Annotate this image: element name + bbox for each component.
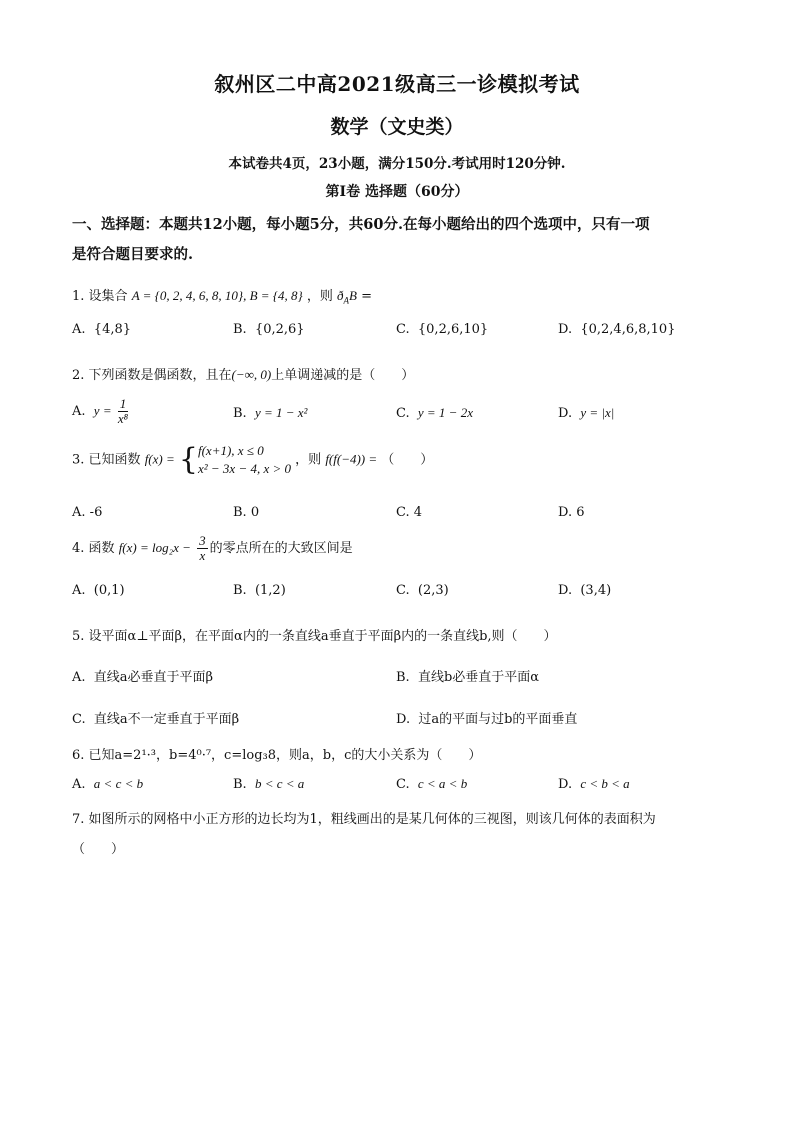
q1-option-c[interactable]: C. {0,2,6,10} [396,322,489,337]
question-3 [72,442,433,478]
question-4 [72,534,353,563]
exam-info: 本试卷共4页，23小题，满分150分.考试用时120分钟. [228,156,566,172]
question-4-suffix: 的零点所在的大致区间是 [209,541,353,556]
question-4-expr: f(x) = log₂x − [118,540,191,555]
complement-set: B [348,288,357,303]
question-3-suffix: （ ） [381,452,434,468]
question-3-fx: f(x) = [144,451,175,467]
question-1-equals: = [356,289,372,304]
q5-option-a[interactable]: A. 直线a必垂直于平面β [72,670,214,685]
q5-option-d[interactable]: D. 过a的平面与过b的平面垂直 [396,712,578,727]
question-3-mid: ，则 [295,452,322,468]
q3-option-b[interactable]: B. 0 [233,505,260,520]
q4-fraction: $\frac{3}{x}$ [199,533,206,563]
question-5: 5. 设平面α⊥平面β，在平面α内的一条直线a垂直于平面β内的一条直线b,则（ ） [72,629,557,644]
q3-option-c[interactable]: C. 4 [396,505,423,520]
question-2-prefix: 2. 下列函数是偶函数，且在 [72,368,232,383]
question-3-prefix: 3. 已知函数 [72,452,141,468]
question-1 [72,285,372,306]
question-3-expr: f(f(−4)) = [325,451,378,467]
q4-option-c[interactable]: C. (2,3) [396,583,449,598]
q6-option-d[interactable]: D. c < b < a [558,776,630,792]
question-2-suffix: 上单调递减的是（ ） [271,368,415,383]
q4-option-a[interactable]: A. (0,1) [72,583,125,598]
instructions-line-2: 是符合题目要求的. [72,246,194,263]
question-1-expr: A = {0, 2, 4, 6, 8, 10}, B = {4, 8} [131,288,303,303]
question-1-suffix: ，则 [306,289,333,304]
q2-fraction: $\frac{1}{\text{x⁸}}$ [117,396,129,426]
piecewise-cases: f(x+1), x ≤ 0 x² − 3x − 4, x > 0 [197,443,292,476]
piecewise-brace: { [178,442,198,477]
q1-option-a[interactable]: A. {4,8} [72,322,132,337]
q4-option-d[interactable]: D. (3,4) [558,583,612,598]
q5-option-c[interactable]: C. 直线a不一定垂直于平面β [72,712,240,727]
question-4-prefix: 4. 函数 [72,541,115,556]
q6-option-b[interactable]: B. b < c < a [233,776,305,792]
q5-option-b[interactable]: B. 直线b必垂直于平面α [396,670,540,685]
q1-option-d[interactable]: D. {0,2,4,6,8,10} [558,322,676,337]
question-7-line-2: （ ） [72,842,125,857]
question-2-interval: (−∞, 0) [231,367,272,382]
q6-option-c[interactable]: C. c < a < b [396,776,468,792]
complement-symbol: ð [336,288,344,303]
q2-option-a[interactable]: A. y = $\frac{1}{\text{x⁸}}$ [72,396,129,426]
q2-option-d[interactable]: D. y = |x| [558,405,615,421]
instructions-line-1: 一、选择题：本题共12小题，每小题5分，共60分.在每小题给出的四个选项中，只有一项 [72,216,650,233]
q4-option-b[interactable]: B. (1,2) [233,583,286,598]
complement-subscript: A [343,295,349,306]
exam-subtitle: 数学（文史类） [330,116,464,138]
question-6: 6. 已知a=2¹·³，b=4⁰·⁷，c=log₃8，则a，b，c的大小关系为（ ） [72,748,482,763]
question-1-prefix: 1. 设集合 [72,289,128,304]
q3-option-a[interactable]: A. -6 [72,505,103,520]
question-2 [72,364,414,383]
q6-option-a[interactable]: A. a < c < b [72,776,144,792]
q2-option-b[interactable]: B. y = 1 − x² [233,405,308,421]
section-title: 第Ⅰ卷 选择题（60分） [325,184,469,200]
question-7-line-1: 7. 如图所示的网格中小正方形的边长均为1，粗线画出的是某几何体的三视图，则该几何体的表面积为 [72,812,656,827]
q2-option-c[interactable]: C. y = 1 − 2x [396,405,473,421]
exam-title: 叙州区二中高2021级高三一诊模拟考试 [214,72,580,96]
q3-option-d[interactable]: D. 6 [558,505,585,520]
q1-option-b[interactable]: B. {0,2,6} [233,322,305,337]
